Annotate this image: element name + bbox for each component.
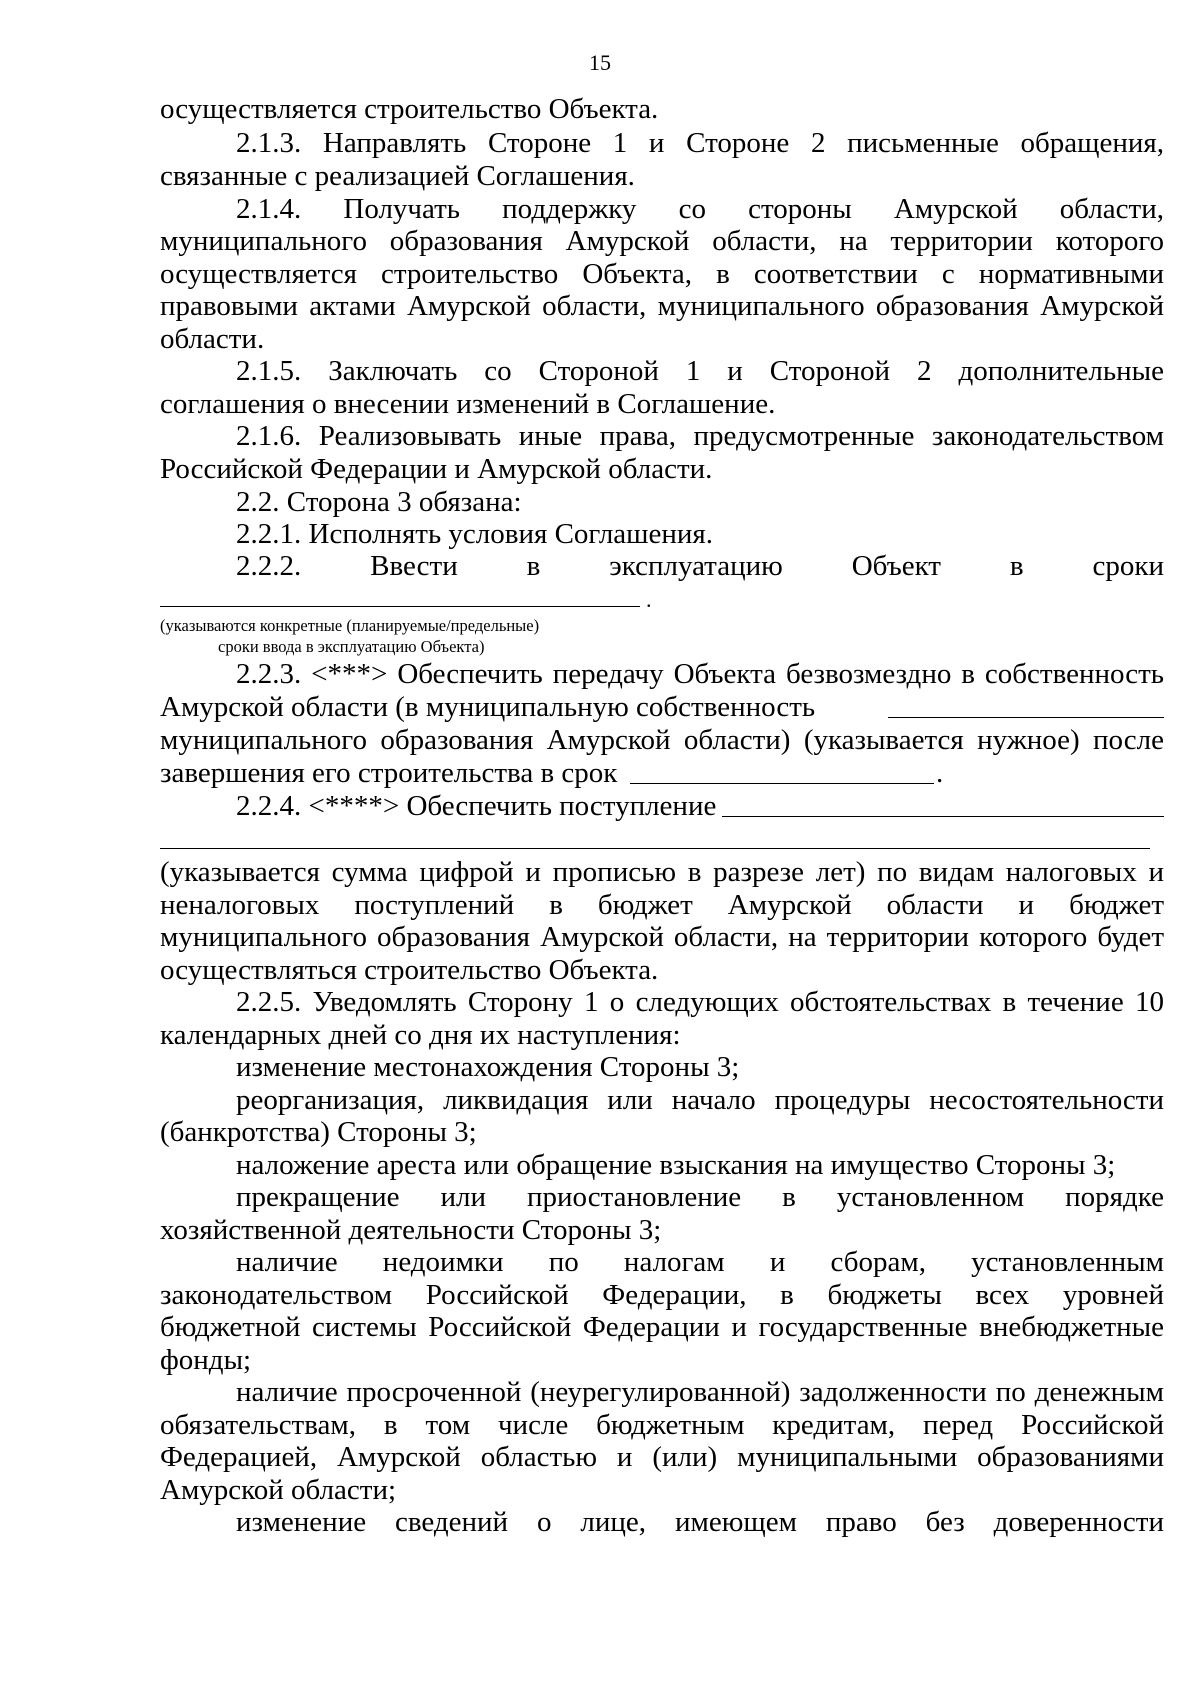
text-line: связанные с реализацией Соглашения. xyxy=(160,160,635,192)
fill-in-line xyxy=(630,783,934,784)
list-item: наложение ареста или обращение взыскания на имущество Стороны 3; xyxy=(236,1149,1116,1181)
text-line: осуществляется строительство Объекта. xyxy=(160,93,659,125)
text-line: Амурской области; xyxy=(160,1474,397,1506)
text-line: Российской Федерации и Амурской области. xyxy=(160,453,713,485)
text-line: (указывается сумма цифрой и прописью в разрезе лет) по видам налоговых и xyxy=(160,856,1164,888)
fill-in-line xyxy=(160,848,1150,849)
list-item: изменение сведений о лице, имеющем право без доверенности xyxy=(236,1506,1164,1538)
text-line: муниципального образования Амурской области, на территории которого xyxy=(160,225,1164,257)
text-line: хозяйственной деятельности Стороны 3; xyxy=(160,1214,662,1246)
text-line: правовыми актами Амурской области, муниципального образования Амурской xyxy=(160,290,1164,322)
list-item: наличие просроченной (неурегулированной) задолженности по денежным xyxy=(236,1376,1164,1408)
text-line: муниципального образования Амурской области, на территории которого будет xyxy=(160,921,1164,953)
text-line: фонды; xyxy=(160,1344,252,1376)
text-line: календарных дней со дня их наступления: xyxy=(160,1019,681,1051)
text-line: Амурской области (в муниципальную собственность xyxy=(160,691,816,723)
clause-2-1-6: 2.1.6. Реализовывать иные права, предусмотренные законодательством xyxy=(236,420,1164,452)
clause-2-2-1: 2.2.1. Исполнять условия Соглашения. xyxy=(236,518,714,550)
text-line: осуществляется строительство Объекта, в соответствии с нормативными xyxy=(160,258,1164,290)
clause-2-2-2: 2.2.2. Ввести в эксплуатацию Объект в сроки xyxy=(236,550,1164,582)
text-line: обязательствам, в том числе бюджетным кредитам, перед Российской xyxy=(160,1409,1164,1441)
text-line: неналоговых поступлений в бюджет Амурской области и бюджет xyxy=(160,889,1164,921)
fill-in-line xyxy=(888,717,1164,718)
text-line: Федерацией, Амурской областью и (или) муниципальными образованиями xyxy=(160,1441,1164,1473)
text-line: (банкротства) Стороны 3; xyxy=(160,1116,477,1148)
clause-2-2-5: 2.2.5. Уведомлять Сторону 1 о следующих обстоятельствах в течение 10 xyxy=(236,986,1164,1018)
text-line: бюджетной системы Российской Федерации и государственные внебюджетные xyxy=(160,1311,1164,1343)
text-fragment: . xyxy=(936,757,944,789)
list-item: реорганизация, ликвидация или начало процедуры несостоятельности xyxy=(236,1084,1164,1116)
list-item: изменение местонахождения Стороны 3; xyxy=(236,1051,740,1083)
clause-2-2-3: 2.2.3. <***> Обеспечить передачу Объекта безвозмездно в собственность xyxy=(236,658,1164,690)
page-number: 15 xyxy=(589,50,611,75)
list-item: наличие недоимки по налогам и сборам, установленным xyxy=(236,1246,1164,1278)
clause-2-1-5: 2.1.5. Заключать со Стороной 1 и Стороной 2 дополнительные xyxy=(236,355,1164,387)
clause-2-2: 2.2. Сторона 3 обязана: xyxy=(236,486,522,518)
text-line: муниципального образования Амурской области) (указывается нужное) после xyxy=(160,724,1164,756)
text-line: соглашения о внесении изменений в Соглашение. xyxy=(160,388,776,420)
text-fragment: . xyxy=(646,587,652,612)
text-line: области. xyxy=(160,323,265,355)
footnote-label: (указываются конкретные (планируемые/предельные) xyxy=(160,616,540,635)
text-line: осуществляться строительство Объекта. xyxy=(160,954,659,986)
fill-in-line xyxy=(722,816,1164,817)
list-item: прекращение или приостановление в установленном порядке xyxy=(236,1181,1164,1213)
clause-2-1-4: 2.1.4. Получать поддержку со стороны Амурской области, xyxy=(236,193,1164,225)
clause-2-2-4: 2.2.4. <****> Обеспечить поступление xyxy=(236,790,717,822)
text-line: законодательством Российской Федерации, в бюджеты всех уровней xyxy=(160,1279,1164,1311)
text-line: завершения его строительства в срок xyxy=(160,757,618,789)
fill-in-line xyxy=(160,606,640,607)
clause-2-1-3: 2.1.3. Направлять Стороне 1 и Стороне 2 письменные обращения, xyxy=(236,127,1164,159)
footnote-label: сроки ввода в эксплуатацию Объекта) xyxy=(218,637,485,656)
